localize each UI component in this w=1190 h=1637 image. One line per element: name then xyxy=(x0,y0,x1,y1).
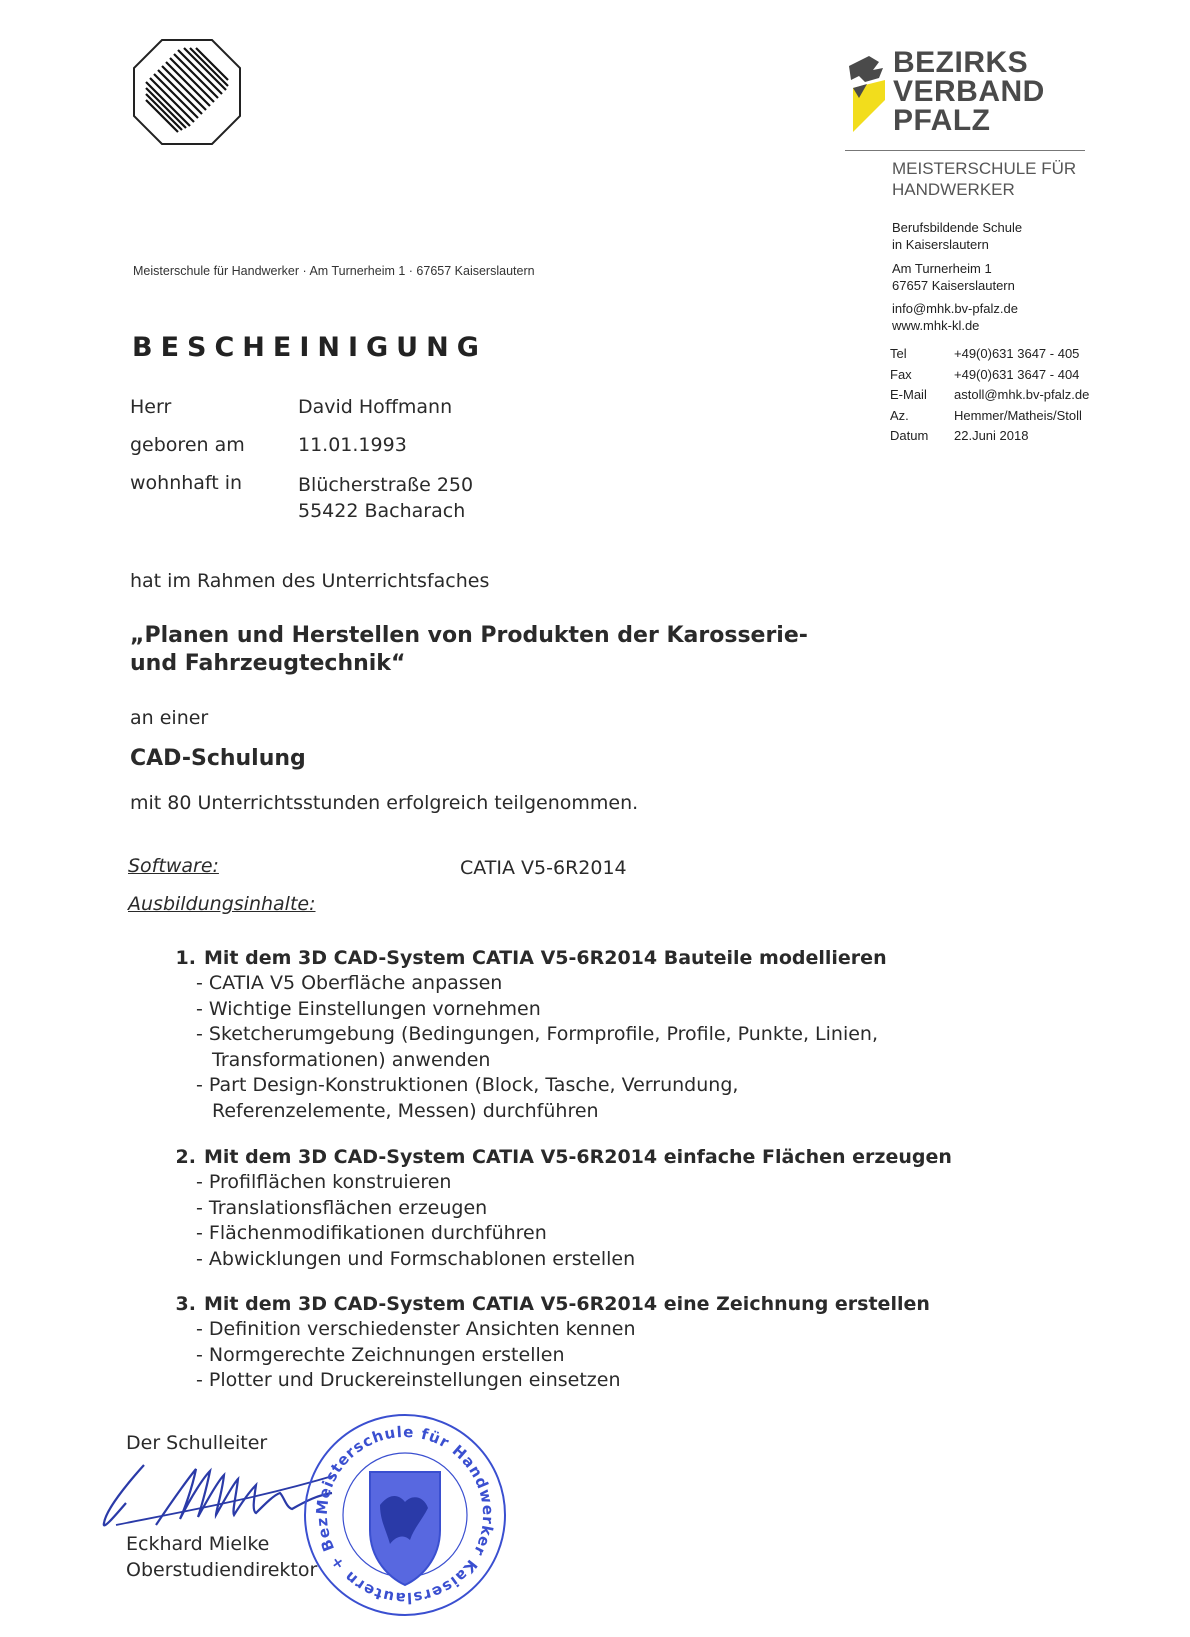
section-heading-text: Mit dem 3D CAD-System CATIA V5-6R2014 Bauteile modellieren xyxy=(204,947,887,969)
section-heading-text: Mit dem 3D CAD-System CATIA V5-6R2014 einfache Flächen erzeugen xyxy=(204,1146,952,1168)
list-item: - Abwicklungen und Formschablonen erstellen xyxy=(196,1247,952,1273)
signatory-name: Eckhard Mielke xyxy=(126,1533,270,1555)
content-section-1 xyxy=(160,947,896,1124)
school-web xyxy=(892,300,1018,334)
address-line-2: 67657 Kaiserslautern xyxy=(892,278,1015,293)
contact-key: Datum xyxy=(890,428,929,443)
section-heading-text: Mit dem 3D CAD-System CATIA V5-6R2014 eine Zeichnung erstellen xyxy=(204,1293,930,1315)
result-text: mit 80 Unterrichtsstunden erfolgreich teilgenommen. xyxy=(130,792,639,814)
list-item: - Wichtige Einstellungen vornehmen xyxy=(196,997,896,1023)
contact-row-fax xyxy=(890,367,1089,388)
official-stamp xyxy=(300,1410,510,1620)
list-item: - CATIA V5 Oberfläche anpassen xyxy=(196,971,896,997)
section-number: 2. xyxy=(175,1146,196,1168)
school-name-line-1: MEISTERSCHULE FÜR xyxy=(892,159,1077,178)
brand-line-1: BEZIRKS xyxy=(893,46,1029,79)
person-name: David Hoffmann xyxy=(298,396,453,418)
section-heading xyxy=(160,947,896,969)
contact-key: E-Mail xyxy=(890,387,927,402)
contact-table xyxy=(890,346,1089,449)
contact-row-date xyxy=(890,428,1089,449)
list-item: - Plotter und Druckereinstellungen einsetzen xyxy=(196,1368,930,1394)
contact-value: +49(0)631 3647 - 405 xyxy=(954,346,1080,361)
school-name xyxy=(892,158,1076,200)
birth-label: geboren am xyxy=(130,434,245,456)
course-name: CAD-Schulung xyxy=(130,746,306,771)
list-item: - Translationsflächen erzeugen xyxy=(196,1196,952,1222)
bezirksverband-logo xyxy=(845,48,1115,158)
contact-row-tel xyxy=(890,346,1089,367)
contact-row-az xyxy=(890,408,1089,429)
section-heading xyxy=(160,1146,952,1168)
sender-line: Meisterschule für Handwerker · Am Turnerheim 1 · 67657 Kaiserslautern xyxy=(133,264,535,278)
brand-divider xyxy=(845,150,1085,151)
subject-line-2: und Fahrzeugtechnik“ xyxy=(130,651,406,676)
list-item: - Profilflächen konstruieren xyxy=(196,1170,952,1196)
brand-line-3: PFALZ xyxy=(893,104,991,137)
contact-key: Az. xyxy=(890,407,909,423)
school-type-line-2: in Kaiserslautern xyxy=(892,237,989,252)
school-name-line-2: HANDWERKER xyxy=(892,180,1015,199)
contact-key: Fax xyxy=(890,366,912,382)
birth-date: 11.01.1993 xyxy=(298,434,407,456)
software-value: CATIA V5-6R2014 xyxy=(460,857,627,879)
school-type-line-1: Berufsbildende Schule xyxy=(892,220,1023,235)
subject-title xyxy=(130,622,808,678)
section-heading xyxy=(160,1293,930,1315)
page-title: BESCHEINIGUNG xyxy=(132,332,487,363)
contents-label: Ausbildungsinhalte: xyxy=(128,893,316,915)
salutation-label: Herr xyxy=(130,396,172,418)
software-label: Software: xyxy=(128,855,219,877)
content-section-3 xyxy=(160,1293,930,1394)
list-item: - Normgerechte Zeichnungen erstellen xyxy=(196,1343,930,1369)
city: 55422 Bacharach xyxy=(298,500,466,522)
signatory-role: Der Schulleiter xyxy=(126,1432,268,1454)
residence-label: wohnhaft in xyxy=(130,472,243,494)
street: Blücherstraße 250 xyxy=(298,474,474,496)
palatinate-lion-icon xyxy=(845,50,891,134)
contact-value: 22.Juni 2018 xyxy=(954,428,1029,443)
list-item: - Sketcherumgebung (Bedingungen, Formprofile, Profile, Punkte, Linien, Transformationen) anwenden xyxy=(196,1022,896,1073)
contact-value: astoll@mhk.bv-pfalz.de xyxy=(954,387,1090,402)
contact-key: Tel xyxy=(890,346,907,361)
section-number: 3. xyxy=(175,1293,196,1315)
school-logo xyxy=(132,38,242,146)
website: www.mhk-kl.de xyxy=(892,318,980,333)
email-address: info@mhk.bv-pfalz.de xyxy=(892,301,1018,316)
contact-value: +49(0)631 3647 - 404 xyxy=(954,366,1080,382)
section-number: 1. xyxy=(175,947,196,969)
school-address xyxy=(892,260,1015,294)
signatory-title: Oberstudiendirektor xyxy=(126,1559,318,1581)
content-section-2 xyxy=(160,1146,952,1272)
list-item: - Part Design-Konstruktionen (Block, Tasche, Verrundung, Referenzelemente, Messen) durchführen xyxy=(196,1073,896,1124)
an-einer-text: an einer xyxy=(130,707,209,729)
list-item: - Definition verschiedenster Ansichten kennen xyxy=(196,1317,930,1343)
subject-line-1: „Planen und Herstellen von Produkten der Karosserie- xyxy=(130,623,808,648)
brand-line-2: VERBAND xyxy=(893,75,1045,108)
list-item: - Flächenmodifikationen durchführen xyxy=(196,1221,952,1247)
contact-value: Hemmer/Matheis/Stoll xyxy=(954,407,1082,423)
school-type xyxy=(892,219,1022,253)
address-line-1: Am Turnerheim 1 xyxy=(892,261,992,276)
intro-text: hat im Rahmen des Unterrichtsfaches xyxy=(130,570,490,592)
stamp-text: Meisterschule für Handwerker Kaiserslautern + Bez xyxy=(312,1422,498,1608)
contact-row-email xyxy=(890,387,1089,408)
